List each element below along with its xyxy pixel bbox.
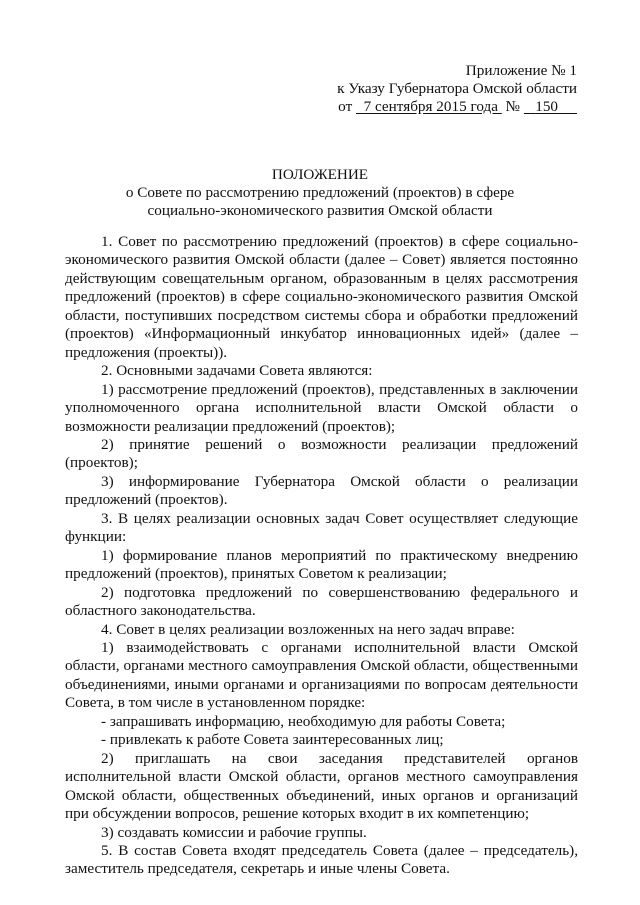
annex-number: 150: [535, 98, 559, 115]
annex-from-label: от: [338, 98, 353, 115]
document-heading: [0, 166, 640, 220]
paragraph-2-item-3: 3) информирование Губернатора Омской области о реализации предложений (проектов).: [65, 472, 578, 509]
annex-number-label: №: [505, 98, 521, 115]
paragraph-2: 2. Основными задачами Совета являются:: [101, 362, 373, 380]
paragraph-4-item-2: 2) приглашать на свои заседания представителей органов исполнительной власти Омской области, органов местного самоуправления Омской области, общественных объединений, иных органов и организаций при обсуждении вопросов, решение которых входит в их компетенцию;: [65, 749, 578, 823]
paragraph-4-item-3: 3) создавать комиссии и рабочие группы.: [101, 823, 367, 841]
paragraph-4: 4. Совет в целях реализации возложенных на него задач вправе:: [101, 620, 515, 638]
paragraph-5: 5. В состав Совета входят председатель Совета (далее – председатель), заместитель председателя, секретарь и иные члены Совета.: [65, 841, 578, 878]
annex-decree-line: к Указу Губернатора Омской области: [337, 80, 577, 97]
annex-title: Приложение № 1: [465, 62, 577, 79]
paragraph-3-item-2: 2) подготовка предложений по совершенствованию федерального и областного законодательства.: [65, 583, 578, 620]
annex-block: [337, 62, 577, 116]
paragraph-3: 3. В целях реализации основных задач Совет осуществляет следующие функции:: [65, 509, 578, 546]
heading-subtitle-line2: социально-экономического развития Омской области: [147, 202, 493, 219]
paragraph-2-item-2: 2) принятие решений о возможности реализации предложений (проектов);: [65, 435, 578, 472]
annex-date-line: [337, 98, 577, 116]
paragraph-4-item-1-dash-2: - привлекать к работе Совета заинтересованных лиц;: [101, 731, 444, 749]
heading-subtitle-line1: о Совете по рассмотрению предложений (проектов) в сфере: [125, 184, 515, 201]
heading-title: ПОЛОЖЕНИЕ: [271, 166, 369, 183]
paragraph-1: 1. Совет по рассмотрению предложений (проектов) в сфере социально-экономического развития Омской области (далее – Совет) является постоянно действующим совещательным органом, образованным в целях рассмотрения предложений (проектов) в сфере социально-экономического развития Омской области, поступивших посредством системы сбора и обработки предложений (проектов) «Информационный инкубатор инновационных идей» (далее – предложения (проекты)).: [65, 233, 578, 361]
annex-date: 7 сентября 2015 года: [363, 98, 498, 115]
paragraph-4-item-1-dash-1: - запрашивать информацию, необходимую для работы Совета;: [101, 712, 506, 730]
paragraph-4-item-1: 1) взаимодействовать с органами исполнительной власти Омской области, органами местного самоуправления Омской области, общественными объединениями, иными органами и организациями по вопросам деятельности Совета, в том числе в установленном порядке:: [65, 638, 578, 712]
paragraph-2-item-1: 1) рассмотрение предложений (проектов), представленных в заключении уполномоченного органа исполнительной власти Омской области о возможности реализации предложений (проектов);: [65, 380, 578, 435]
paragraph-3-item-1: 1) формирование планов мероприятий по практическому внедрению предложений (проектов), принятых Советом к реализации;: [65, 546, 578, 583]
document-body: [65, 233, 578, 879]
